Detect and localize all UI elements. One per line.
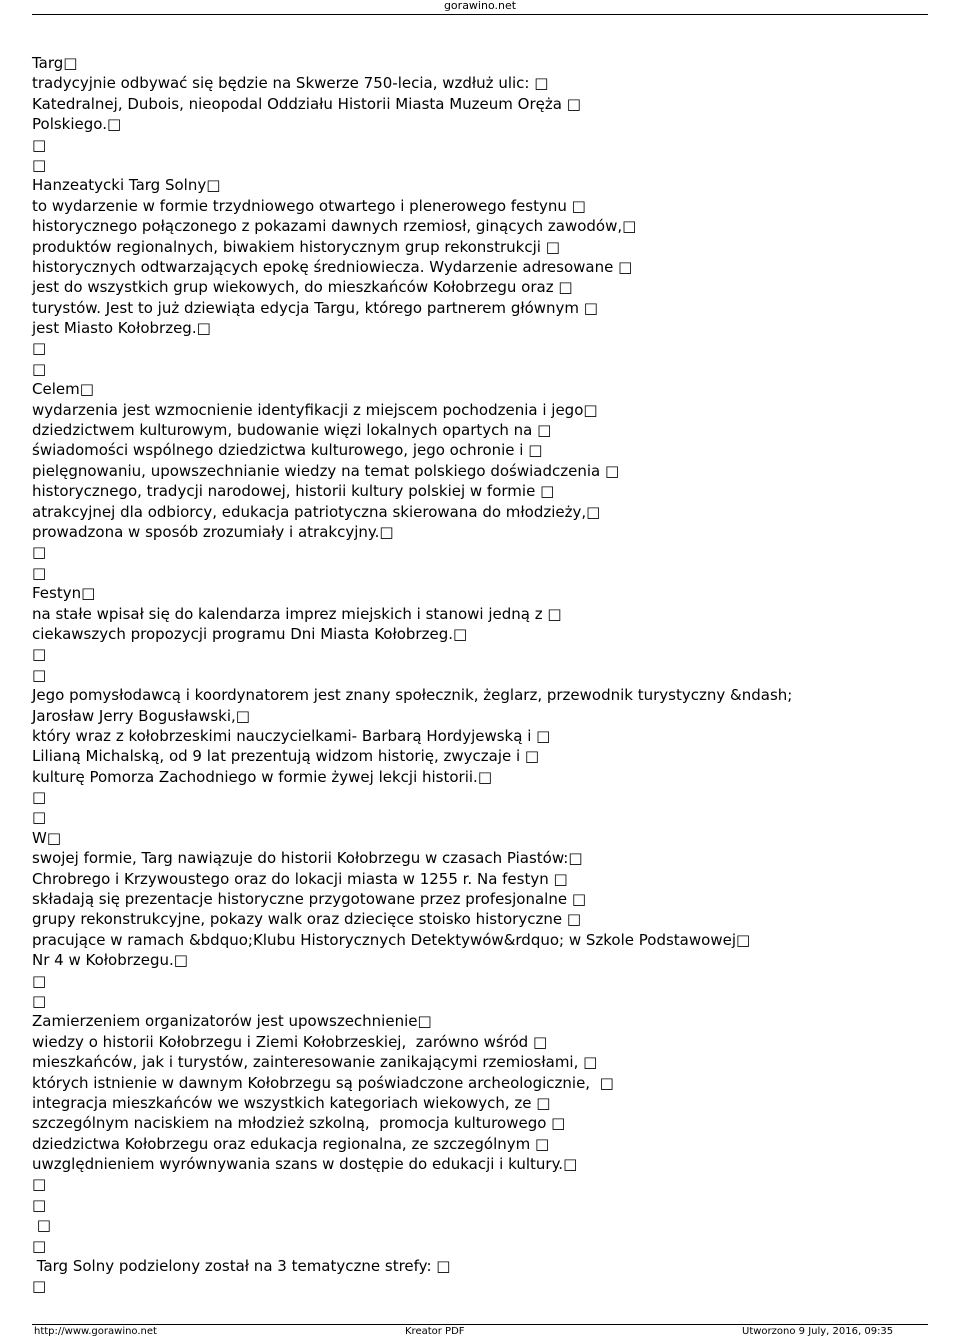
text-line: □: [32, 339, 47, 358]
header-divider: [32, 14, 928, 15]
text-line: Festyn□: [32, 584, 96, 603]
text-line: świadomości wspólnego dziedzictwa kulturowego, jego ochronie i □: [32, 441, 543, 460]
text-line: Nr 4 w Kołobrzegu.□: [32, 951, 188, 970]
text-line: □: [32, 991, 47, 1010]
text-line: Celem□: [32, 380, 94, 399]
text-line: □: [32, 645, 47, 664]
text-line: wiedzy o historii Kołobrzegu i Ziemi Kołobrzeskiej, zarówno wśród □: [32, 1032, 548, 1051]
footer-created-date: Utworzono 9 July, 2016, 09:35: [742, 1326, 894, 1337]
text-line: □: [32, 359, 47, 378]
text-line: ciekawszych propozycji programu Dni Miasta Kołobrzeg.□: [32, 624, 468, 643]
text-line: □: [32, 135, 47, 154]
text-line: □: [32, 971, 47, 990]
text-line: dziedzictwem kulturowym, budowanie więzi lokalnych opartych na □: [32, 421, 552, 440]
site-header: [0, 0, 960, 14]
text-line: szczególnym naciskiem na młodzież szkolną, promocja kulturowego □: [32, 1114, 566, 1133]
text-line: □: [32, 1195, 47, 1214]
text-line: kulturę Pomorza Zachodniego w formie żywej lekcji historii.□: [32, 767, 492, 786]
text-line: Lilianą Michalską, od 9 lat prezentują widzom historię, zwyczaje i □: [32, 747, 540, 766]
text-line: □: [32, 808, 47, 827]
text-line: wydarzenia jest wzmocnienie identyfikacji z miejscem pochodzenia i jego□: [32, 400, 598, 419]
text-line: □: [32, 1236, 47, 1255]
text-line: Hanzeatycki Targ Solny□: [32, 176, 221, 195]
text-line: Chrobrego i Krzywoustego oraz do lokacji miasta w 1255 r. Na festyn □: [32, 869, 568, 888]
text-line: □: [32, 788, 47, 807]
text-line: mieszkańców, jak i turystów, zainteresowanie zanikającymi rzemiosłami, □: [32, 1053, 598, 1072]
text-line: turystów. Jest to już dziewiąta edycja Targu, którego partnerem głównym □: [32, 298, 598, 317]
text-line: historycznych odtwarzających epokę średniowiecza. Wydarzenie adresowane □: [32, 257, 633, 276]
text-line: swojej formie, Targ nawiązuje do historii Kołobrzegu w czasach Piastów:□: [32, 849, 583, 868]
text-line: jest do wszystkich grup wiekowych, do mieszkańców Kołobrzegu oraz □: [32, 278, 573, 297]
text-line: to wydarzenie w formie trzydniowego otwartego i plenerowego festynu □: [32, 196, 586, 215]
site-name: gorawino.net: [443, 0, 517, 12]
text-line: produktów regionalnych, biwakiem historycznym grup rekonstrukcji □: [32, 237, 560, 256]
text-line: na stałe wpisał się do kalendarza imprez miejskich i stanowi jedną z □: [32, 604, 562, 623]
text-line: pracujące w ramach &bdquo;Klubu Historycznych Detektywów&rdquo; w Szkole Podstawowej□: [32, 930, 751, 949]
page-footer: [0, 1326, 960, 1338]
text-line: Targ Solny podzielony został na 3 tematyczne strefy: □: [32, 1257, 451, 1276]
text-line: □: [32, 1175, 47, 1194]
text-line: □: [32, 1216, 51, 1235]
text-line: □: [32, 155, 47, 174]
text-line: Jego pomysłodawcą i koordynatorem jest znany społecznik, żeglarz, przewodnik turystyczny &ndash;: [32, 686, 793, 705]
document-body: [32, 53, 932, 1297]
text-line: integracja mieszkańców we wszystkich kategoriach wiekowych, ze □: [32, 1093, 551, 1112]
text-line: Katedralnej, Dubois, nieopodal Oddziału Historii Miasta Muzeum Oręża □: [32, 94, 581, 113]
text-line: których istnienie w dawnym Kołobrzegu są poświadczone archeologicznie, □: [32, 1073, 614, 1092]
text-line: □: [32, 543, 47, 562]
text-line: W□: [32, 828, 62, 847]
text-line: grupy rekonstrukcyjne, pokazy walk oraz dziecięce stoisko historyczne □: [32, 910, 581, 929]
text-line: pielęgnowaniu, upowszechnianie wiedzy na temat polskiego doświadczenia □: [32, 461, 620, 480]
text-line: uwzględnieniem wyrównywania szans w dostępie do edukacji i kultury.□: [32, 1155, 578, 1174]
footer-url-link[interactable]: http://www.gorawino.net: [34, 1326, 157, 1337]
text-line: historycznego połączonego z pokazami dawnych rzemiosł, ginących zawodów,□: [32, 217, 637, 236]
text-line: który wraz z kołobrzeskimi nauczycielkami- Barbarą Hordyjewską i □: [32, 726, 551, 745]
text-line: atrakcyjnej dla odbiorcy, edukacja patriotyczna skierowana do młodzieży,□: [32, 502, 601, 521]
text-line: Zamierzeniem organizatorów jest upowszechnienie□: [32, 1012, 432, 1031]
text-line: jest Miasto Kołobrzeg.□: [32, 319, 211, 338]
text-line: prowadzona w sposób zrozumiały i atrakcyjny.□: [32, 522, 394, 541]
text-line: Targ□: [32, 54, 78, 72]
text-line: □: [32, 665, 47, 684]
text-line: dziedzictwa Kołobrzegu oraz edukacja regionalna, ze szczególnym □: [32, 1134, 550, 1153]
text-line: tradycyjnie odbywać się będzie na Skwerze 750-lecia, wzdłuż ulic: □: [32, 74, 549, 93]
footer-divider: [32, 1324, 928, 1325]
text-line: □: [32, 563, 47, 582]
text-line: □: [32, 1277, 47, 1296]
text-line: Jarosław Jerry Bogusławski,□: [32, 706, 250, 725]
text-line: składają się prezentacje historyczne przygotowane przez profesjonalne □: [32, 890, 587, 909]
text-line: Polskiego.□: [32, 115, 122, 134]
footer-generator: Kreator PDF: [405, 1326, 465, 1337]
text-line: historycznego, tradycji narodowej, historii kultury polskiej w formie □: [32, 482, 555, 501]
